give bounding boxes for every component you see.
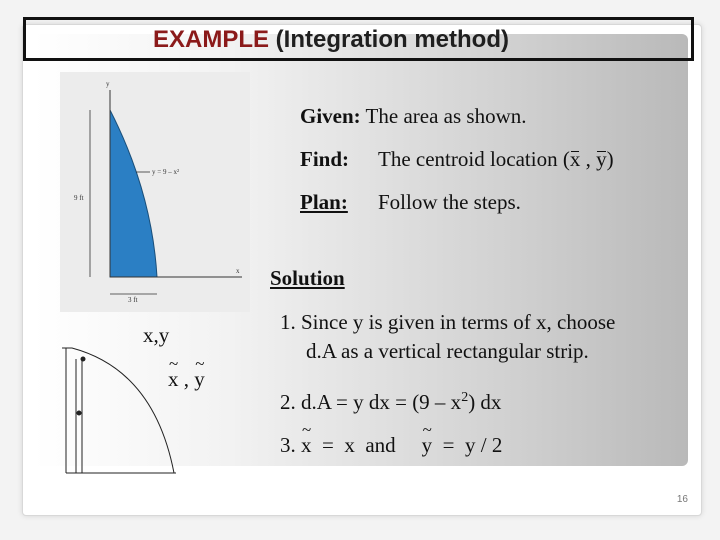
plan-label: Plan: bbox=[300, 190, 348, 214]
shaded-area bbox=[110, 110, 157, 277]
sketch-curve bbox=[62, 348, 174, 473]
find-label: Find: bbox=[300, 147, 350, 171]
step3-line bbox=[280, 433, 502, 458]
given-line bbox=[300, 104, 526, 129]
sketch-sep: , bbox=[178, 367, 195, 391]
plan-line bbox=[300, 190, 521, 215]
x-tilde: ~ x bbox=[301, 433, 312, 458]
step3-end: = y / 2 bbox=[432, 433, 503, 457]
solution-heading: Solution bbox=[270, 266, 345, 290]
fig-y-label: y bbox=[106, 80, 110, 88]
strip-centroid-point bbox=[77, 411, 82, 416]
step2-exponent: 2 bbox=[461, 390, 469, 405]
step3-mid: = x and bbox=[311, 433, 396, 457]
page-number: 16 bbox=[676, 494, 688, 505]
strip-sketch bbox=[58, 340, 183, 481]
step2-rhs: ) dx bbox=[468, 390, 502, 414]
step1-line1: 1. Since y is given in terms of x, choose bbox=[280, 310, 616, 334]
strip-sketch-svg bbox=[58, 340, 183, 476]
y-tilde: ~ y bbox=[422, 433, 433, 458]
sketch-y-tilde: ~ y bbox=[194, 367, 205, 392]
area-figure bbox=[60, 72, 250, 312]
sketch-point-label: x,y bbox=[143, 323, 170, 347]
find-sep: , bbox=[580, 147, 597, 171]
slide-title bbox=[153, 26, 509, 54]
step2-line bbox=[280, 390, 501, 415]
step2-lhs: 2. d.A = y dx = (9 – x bbox=[280, 390, 462, 414]
y-bar: y bbox=[596, 147, 607, 171]
fig-width-label: 3 ft bbox=[128, 296, 138, 304]
sketch-x-tilde: ~ x bbox=[168, 367, 179, 392]
find-line bbox=[300, 147, 614, 172]
step3-number: 3. bbox=[280, 433, 296, 457]
find-text: The centroid location ( bbox=[378, 147, 570, 171]
fig-curve-label: y = 9 – x² bbox=[152, 168, 180, 176]
fig-x-label: x bbox=[236, 267, 240, 275]
title-rest: (Integration method) bbox=[269, 26, 509, 53]
find-close: ) bbox=[606, 147, 614, 171]
fig-height-label: 9 ft bbox=[74, 194, 84, 202]
point-on-curve bbox=[81, 357, 86, 362]
x-bar: x bbox=[569, 147, 581, 171]
given-text: The area as shown. bbox=[365, 104, 527, 128]
title-prefix: EXAMPLE bbox=[153, 26, 270, 53]
sketch-centroid-label bbox=[168, 367, 205, 392]
given-label: Given: bbox=[300, 104, 361, 128]
plan-text: Follow the steps. bbox=[378, 190, 521, 214]
area-figure-svg bbox=[60, 72, 250, 312]
step1-line2: d.A as a vertical rectangular strip. bbox=[306, 339, 589, 363]
